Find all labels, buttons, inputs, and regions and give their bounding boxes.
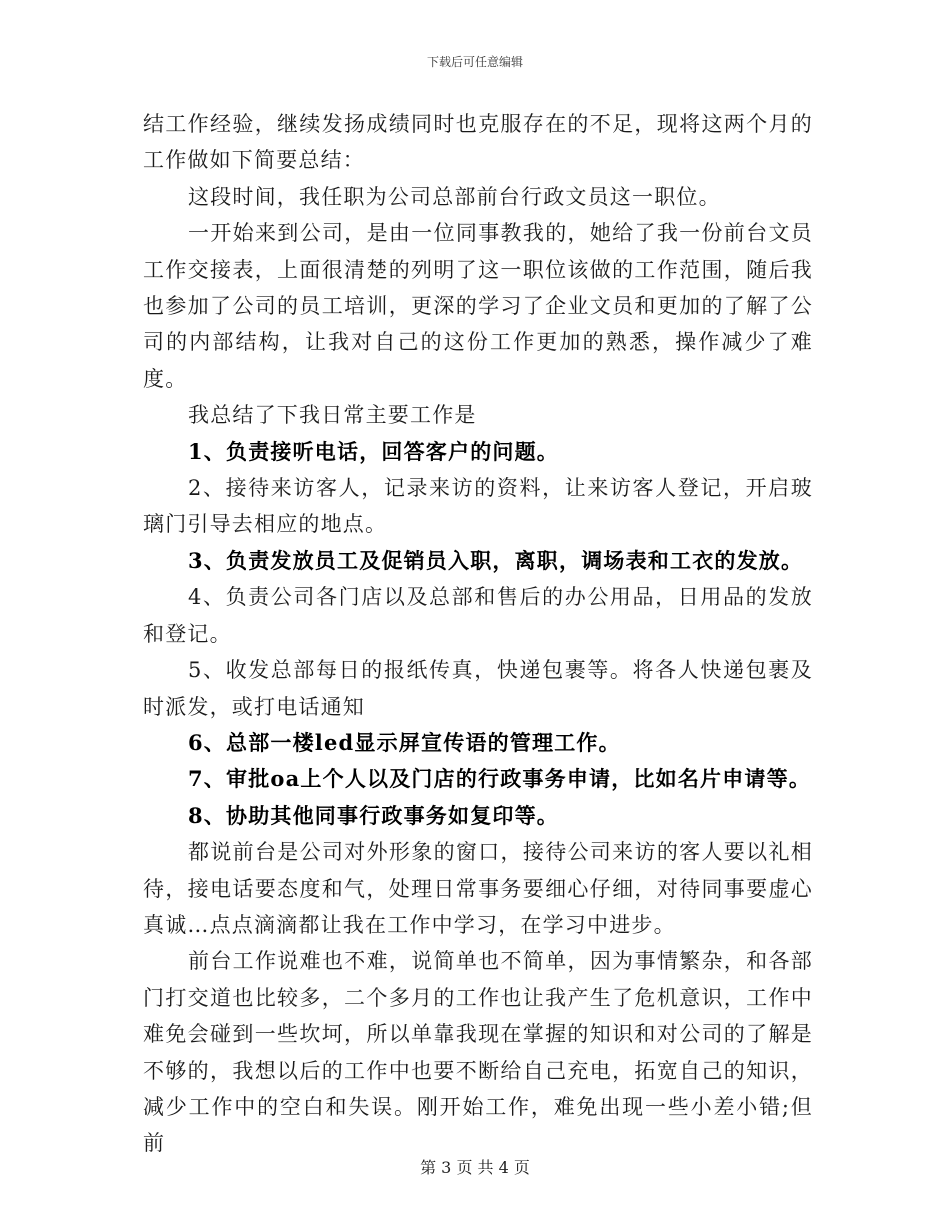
document-body xyxy=(143,106,813,1162)
task-item-4: 4、负责公司各门店以及总部和售后的办公用品，日用品的发放和登记。 xyxy=(143,585,813,646)
task-item-6: 6、总部一楼led显示屏宣传语的管理工作。 xyxy=(188,729,621,755)
paragraph-reflection: 前台工作说难也不难，说简单也不简单，因为事情繁杂，和各部门打交道也比较多，二个多月的工作也让我产生了危机意识，工作中难免会碰到一些坎坷，所以单靠我现在掌握的知识和对公司的了解是不够的，我想以后的工作中也要不断给自己充电，拓宽自己的知识，减少工作中的空白和失误。刚开始工作，难免出现一些小差小错;但前 xyxy=(143,949,813,1156)
page-footer: 第 3 页 共 4 页 xyxy=(420,1158,530,1177)
page-header: 下载后可任意编辑 xyxy=(426,55,523,69)
paragraph-onboarding: 一开始来到公司，是由一位同事教我的，她给了我一份前台文员工作交接表，上面很清楚的列明了这一职位该做的工作范围，随后我也参加了公司的员工培训，更深的学习了企业文员和更加的了解了公司的内部结构，让我对自己的这份工作更加的熟悉，操作减少了难度。 xyxy=(143,221,813,391)
paragraph-intro: 结工作经验，继续发扬成绩同时也克服存在的不足，现将这两个月的工作做如下简要总结： xyxy=(143,112,813,173)
task-item-1: 1、负责接听电话，回答客户的问题。 xyxy=(188,438,560,464)
task-item-7: 7、审批oa上个人以及门店的行政事务申请，比如名片申请等。 xyxy=(188,766,812,792)
task-item-2: 2、接待来访客人，记录来访的资料，让来访客人登记，开启玻璃门引导去相应的地点。 xyxy=(143,476,813,537)
task-item-3: 3、负责发放员工及促销员入职，离职，调场表和工衣的发放。 xyxy=(188,547,804,573)
paragraph-front-desk-image: 都说前台是公司对外形象的窗口，接待公司来访的客人要以礼相待，接电话要态度和气，处理日常事务要细心仔细，对待同事要虚心真诚…点点滴滴都让我在工作中学习，在学习中进步。 xyxy=(143,840,813,937)
paragraph-position: 这段时间，我任职为公司总部前台行政文员这一职位。 xyxy=(188,184,721,209)
task-item-8: 8、协助其他同事行政事务如复印等。 xyxy=(188,802,560,828)
paragraph-summary-lead: 我总结了下我日常主要工作是 xyxy=(188,403,477,428)
task-item-5: 5、收发总部每日的报纸传真，快递包裹等。将各人快递包裹及时派发，或打电话通知 xyxy=(143,658,813,719)
